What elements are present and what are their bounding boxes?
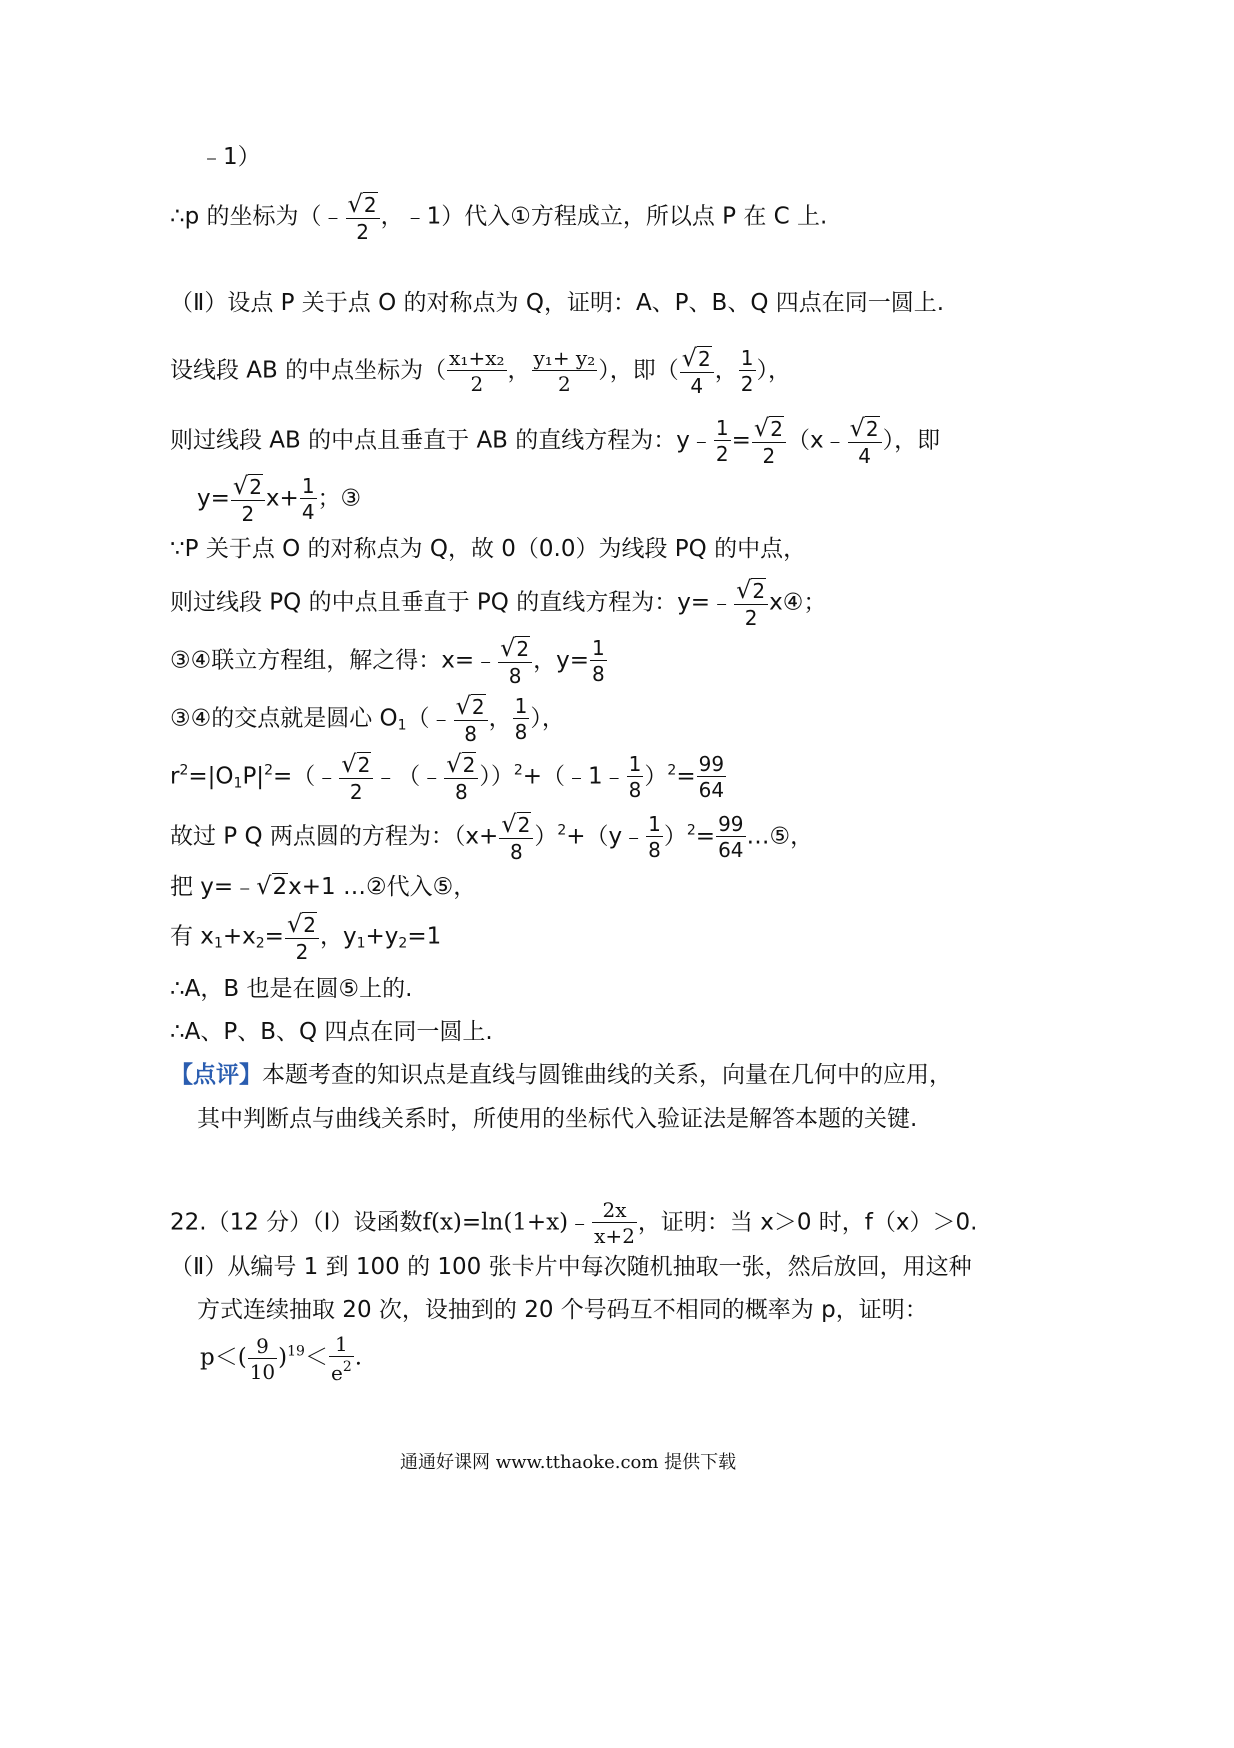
text: ∴A、P、B、Q 四点在同一圆上. bbox=[170, 1019, 493, 1045]
text: +（y﹣ bbox=[566, 823, 646, 850]
text-line bbox=[170, 346, 791, 396]
text: +x bbox=[222, 923, 256, 950]
fraction bbox=[716, 814, 745, 860]
numerator: 1 bbox=[628, 752, 642, 776]
denominator: 8 bbox=[514, 720, 528, 744]
text-line bbox=[197, 474, 361, 524]
denominator: 2 bbox=[762, 444, 776, 468]
text-line bbox=[200, 146, 261, 169]
text-line bbox=[170, 874, 476, 899]
radicand: 2 bbox=[471, 695, 485, 719]
fraction: $\frac{√2}{8}$ bbox=[498, 636, 532, 686]
text: ，﹣1）代入①方程成立，所以点 P 在 C 上. bbox=[380, 203, 828, 230]
text-line bbox=[170, 752, 727, 802]
text: =1 bbox=[407, 923, 442, 950]
numerator: 99 bbox=[698, 752, 725, 776]
text: x④； bbox=[769, 589, 827, 616]
subscript: 2 bbox=[398, 935, 408, 952]
fraction bbox=[590, 638, 607, 684]
text: ，y= bbox=[533, 647, 590, 674]
numerator: 9 bbox=[248, 1336, 277, 1359]
text: = bbox=[264, 923, 284, 950]
text: ，证明：当 x＞0 时，f（x）＞0. bbox=[637, 1209, 978, 1236]
text-line bbox=[170, 192, 827, 242]
text-line bbox=[200, 1334, 362, 1383]
subscript: 1 bbox=[233, 775, 243, 792]
text: ﹣1） bbox=[200, 144, 261, 170]
numerator: x₁+x₂ bbox=[449, 346, 505, 370]
text: 则过线段 PQ 的中点且垂直于 PQ 的直线方程为：y=﹣ bbox=[170, 589, 734, 616]
text-line bbox=[170, 912, 441, 962]
text: ），即 bbox=[882, 427, 941, 454]
text-line bbox=[197, 1108, 917, 1131]
subscript: 2 bbox=[255, 935, 265, 952]
comment-tag: 【点评】 bbox=[170, 1062, 262, 1088]
text: y= bbox=[197, 485, 230, 512]
numerator: 1 bbox=[592, 636, 605, 660]
numerator: 1 bbox=[329, 1334, 354, 1357]
text: ），即（ bbox=[598, 357, 679, 384]
text: （x﹣ bbox=[786, 427, 847, 454]
subscript: 1 bbox=[397, 717, 407, 734]
denominator: 2 bbox=[744, 606, 758, 630]
text: p＜( bbox=[200, 1344, 247, 1371]
numerator: 1 bbox=[740, 346, 754, 370]
fraction bbox=[532, 348, 598, 394]
text: ＜ bbox=[304, 1344, 328, 1371]
text-line bbox=[197, 1299, 928, 1322]
fraction: $\frac{√2}{2}$ bbox=[231, 474, 265, 524]
fraction: $\frac{√2}{2}$ bbox=[285, 912, 319, 962]
radicand: 2 bbox=[249, 475, 262, 499]
text: ∴A，B 也是在圆⑤上的. bbox=[170, 976, 413, 1002]
text-line bbox=[170, 1256, 972, 1279]
text: +（﹣1﹣ bbox=[522, 763, 626, 790]
denominator: e bbox=[330, 1361, 343, 1385]
text: . bbox=[354, 1344, 363, 1371]
text: r bbox=[170, 763, 180, 790]
text: ， bbox=[714, 357, 738, 384]
superscript: 2 bbox=[667, 762, 677, 779]
comment-line bbox=[170, 1064, 952, 1087]
text: ) bbox=[278, 1344, 288, 1371]
numerator: 1 bbox=[715, 416, 729, 440]
radicand: 2 bbox=[462, 753, 476, 777]
radical: √2 bbox=[256, 872, 288, 900]
text: ） bbox=[663, 823, 687, 850]
text-line bbox=[170, 1021, 493, 1044]
radicand: 2 bbox=[752, 579, 766, 603]
fraction: $\frac{√2}{2}$ bbox=[752, 416, 786, 466]
text-line bbox=[170, 416, 940, 466]
text: P| bbox=[242, 763, 265, 790]
fraction: $\frac{√2}{8}$ bbox=[499, 812, 533, 862]
text: ） bbox=[644, 763, 668, 790]
text: ﹣（﹣ bbox=[374, 763, 444, 790]
subscript: 1 bbox=[356, 935, 366, 952]
text: =|O bbox=[188, 763, 234, 790]
denominator: 2 bbox=[349, 780, 363, 804]
text: 有 x bbox=[170, 923, 214, 950]
denominator: 2 bbox=[356, 220, 369, 244]
fraction bbox=[447, 348, 506, 394]
text: ）， bbox=[530, 705, 565, 732]
numerator: y₁+ y₂ bbox=[533, 346, 596, 370]
text: ∴p 的坐标为（﹣ bbox=[170, 203, 345, 230]
denominator: 2 bbox=[715, 442, 729, 466]
text: ）） bbox=[479, 763, 514, 790]
denominator: 2 bbox=[295, 940, 309, 964]
radicand: 2 bbox=[517, 813, 531, 837]
superscript: 2 bbox=[264, 762, 273, 779]
numerator: 1 bbox=[648, 812, 661, 836]
denominator: 4 bbox=[690, 374, 704, 398]
text: （﹣ bbox=[406, 705, 453, 732]
denominator: 2 bbox=[558, 372, 571, 396]
denominator: 64 bbox=[718, 838, 744, 862]
denominator: 8 bbox=[648, 838, 661, 862]
fraction bbox=[248, 1333, 277, 1384]
text: 其中判断点与曲线关系时，所使用的坐标代入验证法是解答本题的关键. bbox=[197, 1106, 918, 1132]
text: +y bbox=[365, 923, 399, 950]
superscript: 19 bbox=[287, 1343, 305, 1360]
superscript: 2 bbox=[686, 822, 696, 839]
denominator: x+2 bbox=[594, 1224, 635, 1248]
text: 本题考查的知识点是直线与圆锥曲线的关系，向量在几何中的应用， bbox=[262, 1062, 952, 1088]
radicand: 2 bbox=[357, 753, 371, 777]
denominator: 8 bbox=[464, 722, 477, 746]
superscript: 2 bbox=[342, 1359, 352, 1375]
denominator: 8 bbox=[454, 780, 468, 804]
fraction bbox=[646, 814, 663, 860]
text: ③④联立方程组，解之得：x=﹣ bbox=[170, 647, 498, 674]
footer-text: 通通好课网 www.tthaoke.com 提供下载 bbox=[400, 1452, 737, 1473]
superscript: 2 bbox=[179, 762, 189, 779]
denominator: 8 bbox=[509, 840, 523, 864]
question-line bbox=[170, 1200, 977, 1246]
text-line bbox=[170, 538, 806, 561]
radicand: 2 bbox=[865, 417, 879, 441]
denominator: 2 bbox=[740, 372, 754, 396]
radicand: 2 bbox=[363, 193, 377, 217]
fraction bbox=[329, 1334, 354, 1383]
denominator: 64 bbox=[698, 778, 725, 802]
denominator: 2 bbox=[241, 502, 255, 526]
denominator: 10 bbox=[249, 1359, 276, 1384]
text: ） bbox=[534, 823, 558, 850]
text: = bbox=[695, 823, 716, 850]
function-expression: f(x)=ln(1+x)﹣ bbox=[422, 1209, 592, 1236]
text: 把 y=﹣ bbox=[170, 874, 257, 900]
denominator: 8 bbox=[508, 664, 522, 688]
numerator: 1 bbox=[301, 474, 315, 498]
text: 设线段 AB 的中点坐标为（ bbox=[170, 357, 447, 384]
fraction: $\frac{√2}{8}$ bbox=[454, 694, 488, 744]
radicand: 2 bbox=[272, 874, 288, 900]
denominator: 8 bbox=[628, 778, 642, 802]
text: （Ⅱ）设点 P 关于点 O 的对称点为 Q，证明：A、P、B、Q 四点在同一圆上. bbox=[170, 290, 945, 316]
text-line bbox=[170, 978, 412, 1001]
text: =（﹣ bbox=[272, 763, 339, 790]
text: 22.（12 分）（Ⅰ）设函数 bbox=[170, 1209, 423, 1236]
fraction: $\frac{√2}{2}$ bbox=[734, 578, 768, 628]
text: 故过 P Q 两点圆的方程为：（x+ bbox=[170, 823, 499, 850]
subscript: 1 bbox=[213, 935, 223, 952]
fraction bbox=[592, 1200, 637, 1246]
text: x+1 …②代入⑤， bbox=[288, 874, 477, 900]
superscript: 2 bbox=[513, 762, 523, 779]
fraction bbox=[739, 348, 756, 394]
text: ③④的交点就是圆心 O bbox=[170, 705, 398, 732]
fraction bbox=[300, 476, 317, 522]
text: ， bbox=[507, 357, 531, 384]
fraction: $\frac{√2}{2}$ bbox=[346, 192, 380, 242]
radicand: 2 bbox=[770, 417, 783, 441]
radicand: 2 bbox=[698, 347, 711, 371]
text-line bbox=[170, 812, 813, 862]
fraction: $\frac{√2}{8}$ bbox=[444, 752, 478, 802]
text: ）， bbox=[756, 357, 792, 384]
superscript: 2 bbox=[557, 822, 567, 839]
numerator: 2x bbox=[592, 1200, 637, 1223]
text: （Ⅱ）从编号 1 到 100 的 100 张卡片中每次随机抽取一张，然后放回，用这种 bbox=[170, 1254, 972, 1280]
radicand: 2 bbox=[516, 637, 530, 661]
text: ，y bbox=[319, 923, 357, 950]
denominator: 4 bbox=[301, 500, 315, 524]
radicand: 2 bbox=[303, 913, 316, 937]
numerator: 1 bbox=[514, 694, 528, 718]
fraction bbox=[714, 418, 731, 464]
text: …⑤， bbox=[746, 823, 814, 850]
denominator: 2 bbox=[470, 372, 484, 396]
text-line bbox=[170, 694, 565, 744]
text-line bbox=[170, 292, 944, 315]
fraction bbox=[627, 754, 644, 800]
text-line bbox=[170, 578, 826, 628]
numerator: 99 bbox=[718, 812, 744, 836]
fraction bbox=[697, 754, 726, 800]
fraction: $\frac{√2}{2}$ bbox=[339, 752, 373, 802]
text: = bbox=[676, 763, 696, 790]
text: ∵P 关于点 O 的对称点为 Q，故 0（0.0）为线段 PQ 的中点， bbox=[170, 536, 807, 562]
text: 则过线段 AB 的中点且垂直于 AB 的直线方程为：y﹣ bbox=[170, 427, 713, 454]
denominator: 4 bbox=[858, 444, 871, 468]
text: = bbox=[731, 427, 751, 454]
denominator: 8 bbox=[592, 662, 605, 686]
text: x+ bbox=[265, 485, 299, 512]
page-footer bbox=[400, 1454, 736, 1472]
fraction: $\frac{√2}{4}$ bbox=[680, 346, 714, 396]
fraction: $\frac{√2}{4}$ bbox=[848, 416, 882, 466]
text: ， bbox=[488, 705, 512, 732]
fraction bbox=[513, 696, 530, 742]
text: ；③ bbox=[317, 485, 362, 512]
text-line bbox=[170, 636, 608, 686]
text: 方式连续抽取 20 次，设抽到的 20 个号码互不相同的概率为 p，证明： bbox=[197, 1297, 928, 1323]
